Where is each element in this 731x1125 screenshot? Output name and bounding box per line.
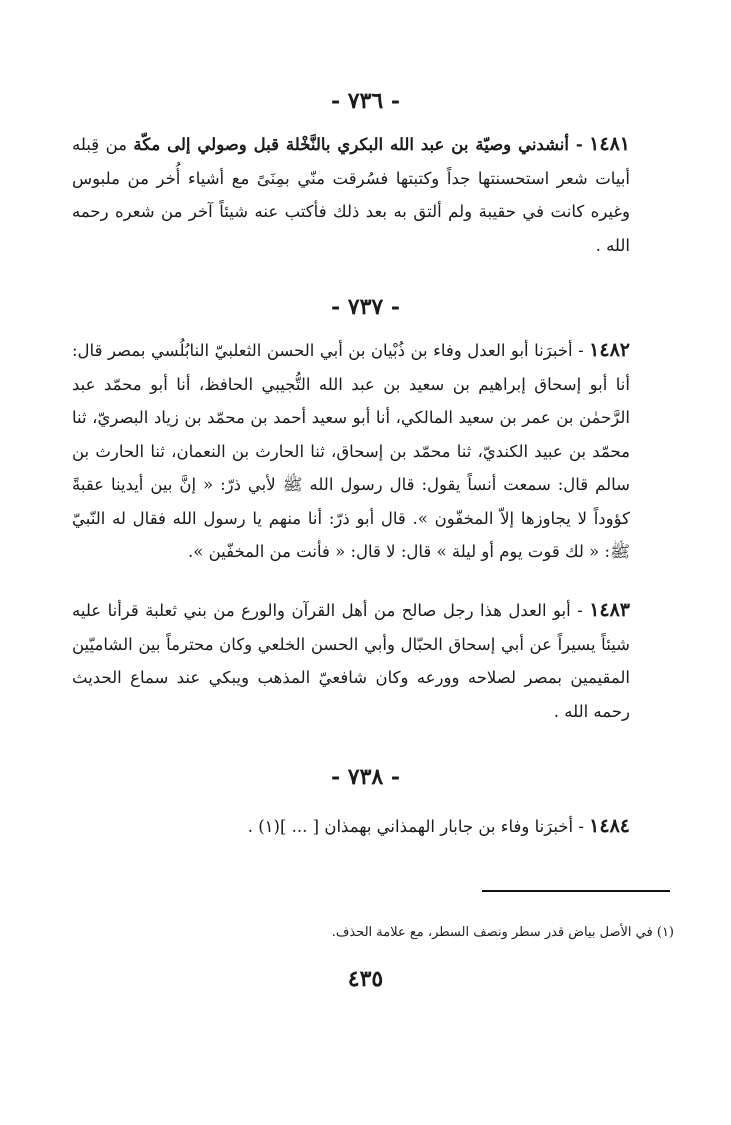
section-heading-736: - ٧٣٦ - — [330, 88, 401, 114]
entry-lead: أنشدني وصيّة بن عبد الله البكري بالنَّخْلة قبل وصولي إلى مكّة — [133, 135, 569, 154]
entry-number: ١٤٨١ — [589, 133, 630, 155]
entry-1481: ١٤٨١ - أنشدني وصيّة بن عبد الله البكري بالنَّخْلة قبل وصولي إلى مكّة من قِبله أبيات شعر استحسنتها جداً وكتبتها فسُرقت منّي بمِنَىً مع أشياء أُخر من ملبوس وغيره كانت في حقيبة ولم ألتق به بعد ذلك فأكتب عنه شيئاً آخر من شعره رحمه الله . — [72, 133, 630, 255]
entry-body: بمصر قال: أنا أبو إسحاق إبراهيم بن سعيد بن عبد الله التُّجيبي الحافظ، أنا أبو محمّد عبد الرَّحمٰن بن عمر بن سعيد المالكي، أنا أبو سعيد أحمد بن محمّد بن زياد البصريّ، ثنا محمّد بن عبيد الكنديّ، ثنا محمّد بن إسحاق، ثنا الحارث بن النعمان، ثنا الحارث بن سالم قال: سمعت أنساً يقول: قال رسول الله ﷺ لأبي ذرّ: « إنَّ بين أيدينا عقبةً كؤوداً لا يجاوزها إلاّ المخفّون ». قال أبو ذرّ: أنا منهم يا رسول الله فقال له النّبيّ ﷺ: « لك قوت يوم أو ليلة » قال: لا قال: « فأنت من المخفّين ». — [72, 341, 630, 561]
entry-number: ١٤٨٣ — [589, 599, 631, 621]
section-heading-738: - ٧٣٨ - — [330, 764, 401, 790]
entry-lead: أخبرَنا أبو العدل وفاء بن ذُبْيان بن أبي الحسن الثعلبيّ النابُلُسي — [150, 341, 573, 360]
entry-body: قرأنا عليه شيئاً يسيراً عن أبي إسحاق الحبّال وأبي الحسن الخلعي وكان محترماً بين الشاميّين المقيمين بمصر لصلاحه وورعه وكان شافعيّ المذهب ويبكي عند سماع الحديث رحمه الله . — [72, 601, 630, 721]
page-number: ٤٣٥ — [347, 966, 384, 992]
footnote: (١) في الأصل بياض قدر سطر ونصف السطر، مع علامة الحذف. — [331, 925, 674, 940]
entry-number: ١٤٨٤ — [589, 815, 630, 837]
footnote-separator — [482, 890, 670, 892]
entry-lead: أخبرَنا وفاء بن جابار الهمذاني بهمذان [ ... ](١) . — [247, 817, 574, 836]
entry-1484: ١٤٨٤ - أخبرَنا وفاء بن جابار الهمذاني بهمذان [ ... ](١) . — [247, 815, 630, 837]
entry-1483: ١٤٨٣ - أبو العدل هذا رجل صالح من أهل القرآن والورع من بني ثعلبة قرأنا عليه شيئاً يسيراً عن أبي إسحاق الحبّال وأبي الحسن الخلعي وكان محترماً بين الشاميّين المقيمين بمصر لصلاحه وورعه وكان شافعيّ المذهب ويبكي عند سماع الحديث رحمه الله . — [72, 599, 631, 721]
entry-number: ١٤٨٢ — [589, 339, 630, 361]
entry-body: من قِبله أبيات شعر استحسنتها جداً وكتبتها فسُرقت منّي بمِنَىً مع أشياء أُخر من ملبوس وغيره كانت في حقيبة ولم ألتق به بعد ذلك فأكتب عنه شيئاً آخر من شعره رحمه الله . — [72, 135, 630, 255]
entry-lead: أبو العدل هذا رجل صالح من أهل القرآن والورع من بني ثعلبة — [145, 601, 571, 620]
entry-1482: ١٤٨٢ - أخبرَنا أبو العدل وفاء بن ذُبْيان بن أبي الحسن الثعلبيّ النابُلُسي بمصر قال: أنا أبو إسحاق إبراهيم بن سعيد بن عبد الله التُّجيبي الحافظ، أنا أبو محمّد عبد الرَّحمٰن بن عمر بن سعيد المالكي، أنا أبو سعيد أحمد بن محمّد بن زياد البصريّ، ثنا محمّد بن عبيد الكنديّ، ثنا محمّد بن إسحاق، ثنا الحارث بن النعمان، ثنا الحارث بن سالم قال: سمعت أنساً يقول: قال رسول الله ﷺ لأبي ذرّ: « إنَّ بين أيدينا عقبةً كؤوداً لا يجاوزها إلاّ المخفّون ». قال أبو ذرّ: أنا منهم يا رسول الله فقال له النّبيّ ﷺ: « لك قوت يوم أو ليلة » قال: لا قال: « فأنت من المخفّين ». — [72, 339, 630, 561]
section-heading-737: - ٧٣٧ - — [330, 294, 401, 320]
